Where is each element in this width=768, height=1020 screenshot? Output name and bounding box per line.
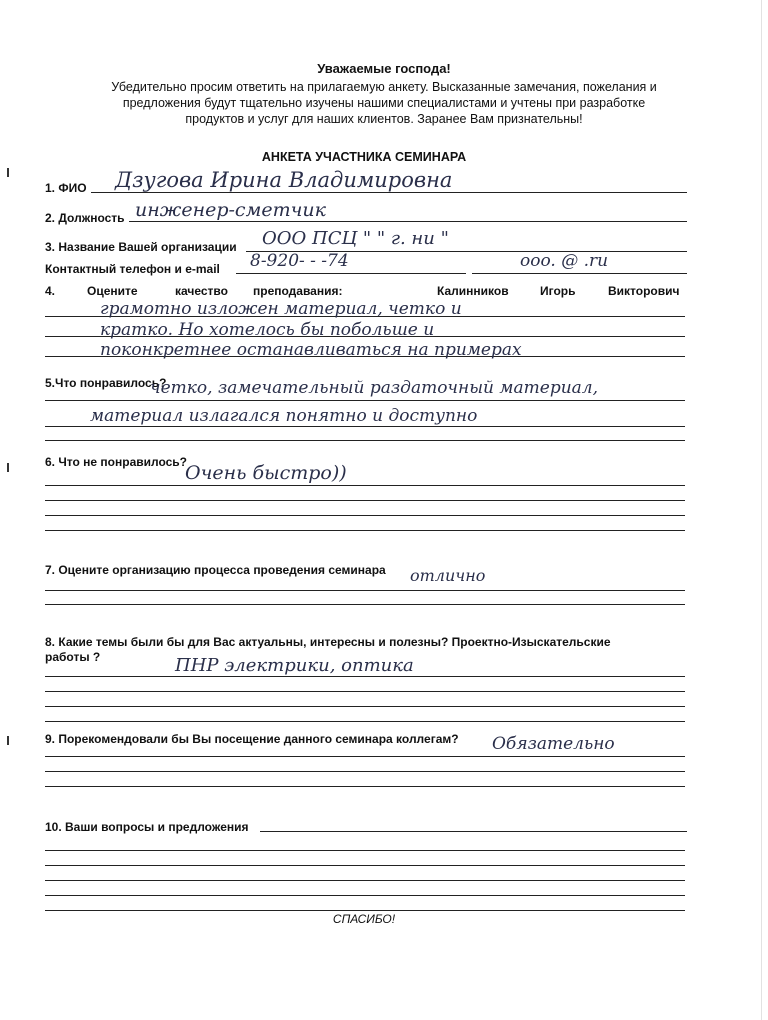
q4-answer-2: кратко. Но хотелось бы побольше и (100, 320, 435, 340)
fio-line (91, 192, 687, 193)
q10-line-1 (45, 850, 685, 851)
q7-line-1 (45, 590, 685, 591)
q8-line-1 (45, 676, 685, 677)
q8-label-line-2: работы ? (45, 650, 101, 664)
q5-label: 5.Что понравилось? (45, 376, 167, 390)
margin-mark (7, 168, 9, 177)
q5-answer-2: материал излагался понятно и доступно (90, 406, 478, 426)
intro-line-1: Убедительно просим ответить на прилагаемую анкету. Высказанные замечания, пожелания и (111, 80, 657, 94)
q6-line-2 (45, 500, 685, 501)
q8-answer: ПНР электрики, оптика (175, 655, 414, 676)
position-label: 2. Должность (45, 211, 125, 225)
intro-line-2: предложения будут тщательно изучены нашими специалистами и учтены при разработке (122, 96, 646, 110)
email-line (472, 273, 687, 274)
q6-line-3 (45, 515, 685, 516)
position-value: инженер-сметчик (135, 199, 326, 221)
q8-line-4 (45, 721, 685, 722)
q4-word-1: Оцените (87, 284, 138, 298)
q10-line-4 (45, 895, 685, 896)
q8-label-line-1: 8. Какие темы были бы для Вас актуальны, интересны и полезны? Проектно-Изыскательские (45, 635, 611, 649)
q4-word-2: качество (175, 284, 228, 298)
q9-line-1 (45, 756, 685, 757)
fio-label: 1. ФИО (45, 181, 87, 195)
phone-line (236, 273, 466, 274)
teacher-name: Игорь (540, 284, 576, 298)
organization-value: ООО ПСЦ " " г. ни " (262, 228, 449, 249)
q4-answer-1: грамотно изложен материал, четко и (100, 299, 462, 319)
q7-line-2 (45, 604, 685, 605)
q10-label: 10. Ваши вопросы и предложения (45, 820, 249, 834)
fio-value: Дзугова Ирина Владимировна (115, 168, 453, 192)
q6-line-4 (45, 530, 685, 531)
q5-line-3 (45, 440, 685, 441)
q6-label: 6. Что не понравилось? (45, 455, 188, 469)
contact-label: Контактный телефон и e-mail (45, 262, 220, 276)
q5-answer-1: четко, замечательный раздаточный материал, (150, 378, 599, 398)
q4-word-3: преподавания: (253, 284, 343, 298)
position-line (129, 221, 687, 222)
q9-line-2 (45, 771, 685, 772)
q6-answer: Очень быстро)) (185, 462, 347, 484)
q10-line-0 (260, 831, 687, 832)
q6-line-1 (45, 485, 685, 486)
email-value: ooo. @ .ru (520, 251, 609, 271)
q5-line-1 (45, 400, 685, 401)
q10-line-2 (45, 865, 685, 866)
thanks-footer: СПАСИБО! (332, 912, 396, 926)
q4-answer-3: поконкретнее останавливаться на примерах (100, 340, 522, 360)
greeting: Уважаемые господа! (317, 61, 451, 76)
q8-line-3 (45, 706, 685, 707)
q7-answer: отлично (410, 566, 486, 585)
q7-label: 7. Оцените организацию процесса проведения семинара (45, 563, 386, 577)
teacher-surname: Калинников (437, 284, 509, 298)
q4-number: 4. (45, 284, 56, 298)
organization-label: 3. Название Вашей организации (45, 240, 237, 254)
intro-line-3: продуктов и услуг для наших клиентов. Заранее Вам признательны! (185, 112, 583, 126)
q8-line-2 (45, 691, 685, 692)
teacher-patronymic: Викторович (608, 284, 680, 298)
q9-label: 9. Порекомендовали бы Вы посещение данного семинара коллегам? (45, 732, 459, 746)
q10-line-3 (45, 880, 685, 881)
page-edge-shadow (761, 0, 762, 1020)
form-title: АНКЕТА УЧАСТНИКА СЕМИНАРА (261, 150, 467, 164)
margin-mark (7, 736, 9, 745)
q9-answer: Обязательно (492, 734, 615, 754)
q9-line-3 (45, 786, 685, 787)
phone-value: 8-920- - -74 (250, 251, 349, 271)
q10-line-5 (45, 910, 685, 911)
q5-line-2 (45, 426, 685, 427)
margin-mark (7, 463, 9, 472)
